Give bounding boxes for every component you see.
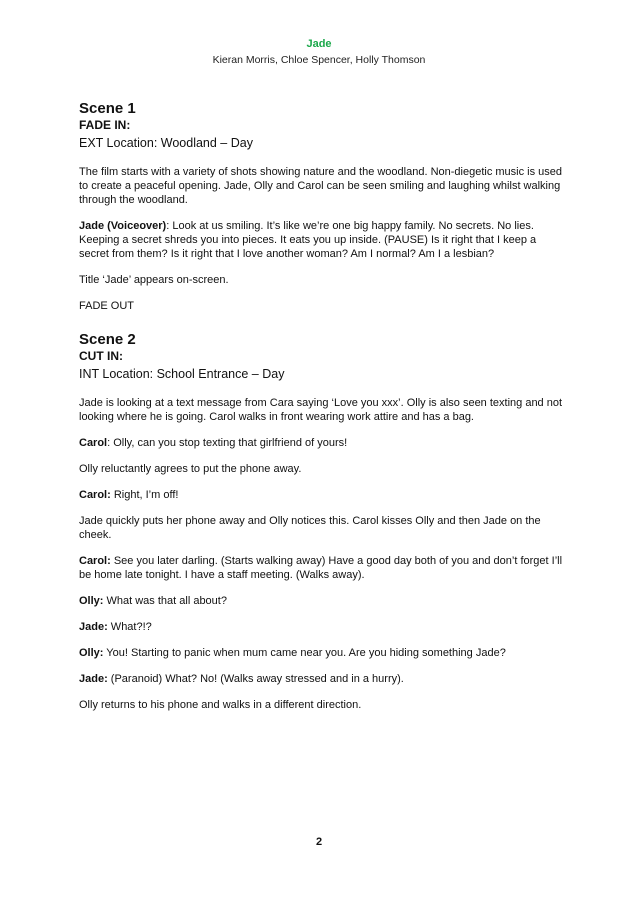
- dialogue-text: : Olly, can you stop texting that girlfriend of yours!: [107, 437, 348, 449]
- scene-1: [79, 100, 567, 313]
- dialogue-text: Right, I’m off!: [110, 489, 179, 501]
- document-authors: Kieran Morris, Chloe Spencer, Holly Thomson: [212, 54, 426, 66]
- scene-2-dialogue-5: [79, 620, 567, 634]
- scene-2-heading: Scene 2: [79, 331, 136, 348]
- speaker-name: Carol: [79, 437, 108, 449]
- dialogue-text: (Paranoid) What? No! (Walks away stressed and in a hurry).: [107, 673, 404, 685]
- document-title: Jade: [306, 38, 332, 50]
- speaker-name: Jade:: [79, 673, 108, 685]
- dialogue-text: You! Starting to panic when mum came near you. Are you hiding something Jade?: [103, 647, 506, 659]
- script-body: [79, 100, 567, 724]
- scene-2-action-1: Jade is looking at a text message from Cara saying ‘Love you xxx’. Olly is also seen texting and not looking where he is going. Carol walks in front wearing work attire and has a bag.: [79, 397, 563, 423]
- dialogue-text: : Look at us smiling. It’s like we’re one big happy family. No secrets. No lies. Keeping a secret shreds you into pieces. It eats you up inside. (PAUSE) Is it right that I keep a secret from them? Is it right that I love another woman? Am I normal? Am I a lesbian?: [79, 220, 537, 260]
- speaker-name: Olly:: [79, 647, 104, 659]
- scene-1-action-1: The film starts with a variety of shots showing nature and the woodland. Non-diegetic music is used to create a peaceful opening. Jade, Olly and Carol can be seen smiling and laughing whilst walking through the woodland.: [79, 166, 563, 206]
- dialogue-text: See you later darling. (Starts walking away) Have a good day both of you and don’t forget I’ll be home late tonight. I have a staff meeting. (Walks away).: [79, 555, 563, 581]
- speaker-name: Olly:: [79, 595, 104, 607]
- scene-1-transition-out: FADE OUT: [79, 300, 135, 312]
- scene-2-dialogue-2: [79, 488, 567, 502]
- scene-2-dialogue-3: [79, 554, 567, 582]
- speaker-name: Carol:: [79, 555, 111, 567]
- scene-2: [79, 331, 567, 712]
- speaker-name: Carol:: [79, 489, 111, 501]
- scene-2-action-2: Olly reluctantly agrees to put the phone away.: [79, 463, 302, 475]
- scene-2-location: INT Location: School Entrance – Day: [79, 367, 285, 381]
- scene-2-dialogue-1: [79, 436, 567, 450]
- scene-2-transition: CUT IN:: [79, 349, 123, 363]
- scene-1-dialogue-1: [79, 219, 567, 261]
- dialogue-text: What was that all about?: [103, 595, 227, 607]
- speaker-name: Jade:: [79, 621, 108, 633]
- scene-2-dialogue-4: [79, 594, 567, 608]
- speaker-name: Jade (Voiceover): [79, 220, 167, 232]
- scene-2-action-4: Olly returns to his phone and walks in a different direction.: [79, 699, 362, 711]
- scene-1-transition: FADE IN:: [79, 118, 131, 132]
- scene-1-location: EXT Location: Woodland – Day: [79, 136, 253, 150]
- page-number: 2: [315, 836, 323, 848]
- scene-2-action-3: Jade quickly puts her phone away and Olly notices this. Carol kisses Olly and then Jade on the cheek.: [79, 515, 541, 541]
- scene-1-action-2: Title ‘Jade’ appears on-screen.: [79, 274, 229, 286]
- scene-1-heading: Scene 1: [79, 100, 136, 117]
- scene-2-dialogue-7: [79, 672, 567, 686]
- dialogue-text: What?!?: [107, 621, 152, 633]
- scene-2-dialogue-6: [79, 646, 567, 660]
